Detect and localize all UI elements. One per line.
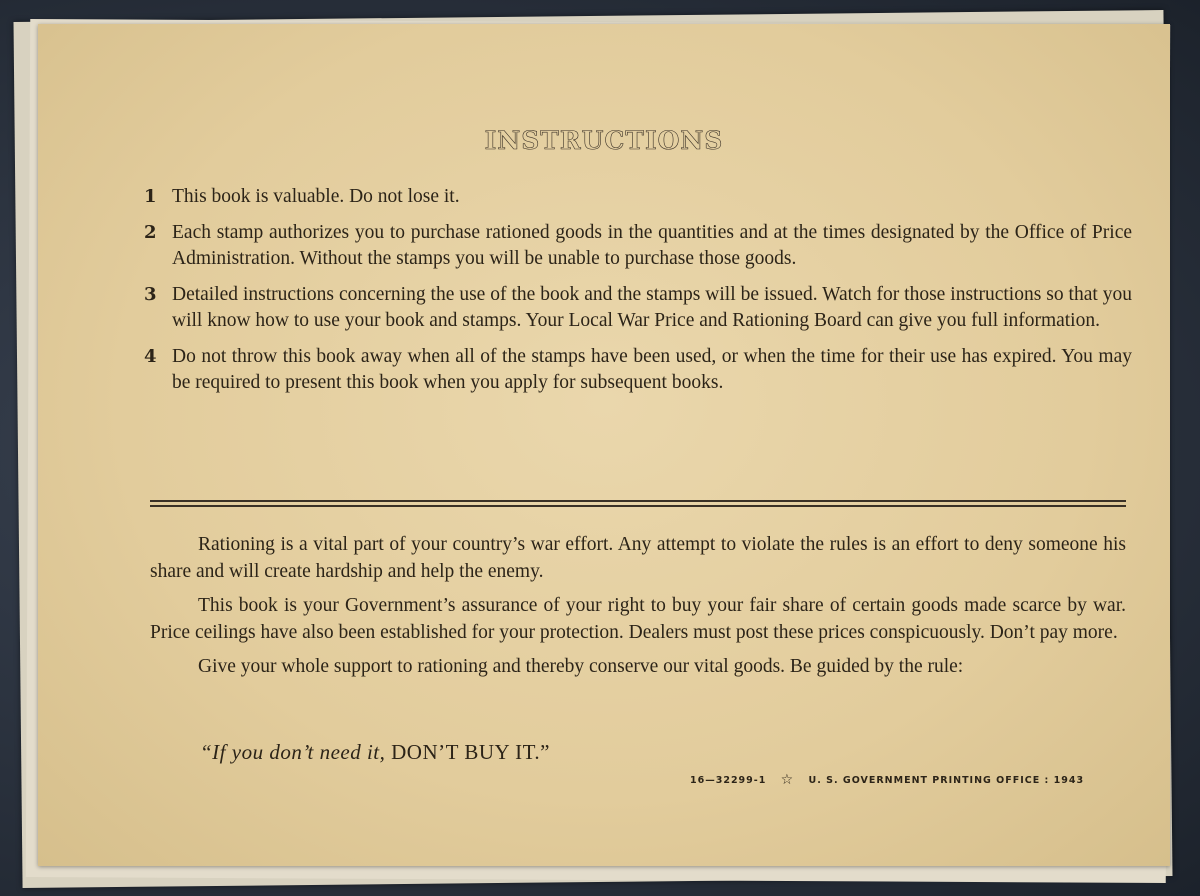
- form-code: 16—32299-1: [690, 775, 767, 786]
- instruction-number: 4: [144, 345, 157, 367]
- instruction-text: This book is valuable. Do not lose it.: [172, 186, 460, 207]
- instruction-item: [144, 344, 1132, 397]
- instruction-number: 2: [144, 221, 157, 243]
- instruction-item: [144, 184, 1132, 211]
- instruction-number: 1: [144, 186, 157, 207]
- paragraph: Rationing is a vital part of your country’s war effort. Any attempt to violate the rules is an effort to deny someone his share and will create hardship and help the enemy.: [150, 534, 1126, 582]
- printing-footer: [690, 772, 1084, 788]
- instruction-text: Do not throw this book away when all of the stamps have been used, or when the time for their use has expired. You may be required to present this book when you apply for subsequent books.: [172, 345, 1132, 393]
- paragraph: This book is your Government’s assurance of your right to buy your fair share of certain goods made scarce by war. Price ceilings have also been established for your protection. Dealers must post these prices conspicuously. Don’t pay more.: [150, 595, 1126, 643]
- instruction-number: 3: [144, 283, 157, 305]
- ration-book-back-cover: [38, 24, 1170, 866]
- instruction-item: [144, 220, 1132, 273]
- quote-caps: DON’T BUY IT.”: [391, 740, 550, 764]
- paragraph: Give your whole support to rationing and thereby conserve our vital goods. Be guided by the rule:: [198, 656, 964, 677]
- instruction-item: [144, 282, 1132, 335]
- divider-rule: [150, 505, 1126, 507]
- rule-quote: [200, 740, 550, 765]
- divider-rule: [150, 500, 1126, 502]
- instructions-title: INSTRUCTIONS: [484, 126, 724, 155]
- star-icon: ☆: [780, 772, 795, 788]
- instruction-text: Detailed instructions concerning the use of the book and the stamps will be issued. Watch for those instructions so that you will know how to use your book and stamps. Your Local War Price and Rationing Board can give you full information.: [172, 283, 1132, 331]
- quote-italic: “If you don’t need it,: [200, 740, 386, 764]
- instructions-list: [144, 184, 1132, 406]
- rationing-paragraphs: [150, 532, 1126, 689]
- instruction-text: Each stamp authorizes you to purchase rationed goods in the quantities and at the times designated by the Office of Price Administration. Without the stamps you will be unable to purchase those goods.: [172, 221, 1132, 269]
- printer-imprint: U. S. GOVERNMENT PRINTING OFFICE : 1943: [808, 775, 1085, 786]
